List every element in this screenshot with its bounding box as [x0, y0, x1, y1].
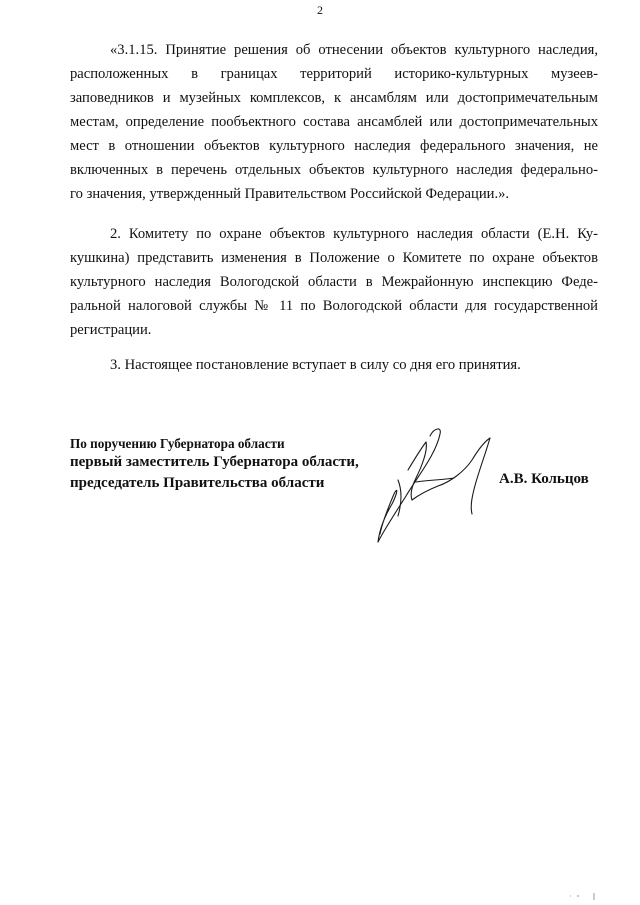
text-line: «3.1.15. Принятие решения об отнесении объектов культурного наследия, [110, 42, 598, 58]
text-line: местам, определение пообъектного состава ансамблей или достопримечательных [70, 114, 598, 130]
scan-artifact-icon [568, 891, 598, 901]
signatory-title-block [70, 435, 359, 494]
handwritten-signature-icon [368, 420, 508, 548]
text-line: расположенных в границах территорий историко-культурных музеев- [70, 66, 598, 82]
paragraph-3 [70, 353, 598, 377]
text-line: го значения, утвержденный Правительством Российской Федерации.». [70, 186, 510, 202]
paragraph-3-1-15 [70, 38, 598, 206]
signatory-authority: По поручению Губернатора области [70, 436, 285, 451]
page-number: 2 [317, 3, 323, 17]
paragraph-2 [70, 222, 598, 342]
text-line: заповедников и музейных комплексов, к ансамблям или достопримечательным [70, 90, 598, 106]
signatory-position-2: председатель Правительства области [70, 475, 325, 491]
text-line: культурного наследия Вологодской области в Межрайонную инспекцию Феде- [70, 274, 598, 290]
signatory-position: первый заместитель Губернатора области, [70, 454, 359, 470]
text-line: ральной налоговой службы № 11 по Вологодской области для государственной [70, 298, 598, 314]
text-line: 2. Комитету по охране объектов культурного наследия области (Е.Н. Ку- [110, 226, 598, 242]
text-line: мест в отношении объектов культурного наследия федерального значения, не [70, 138, 598, 154]
text-line: включенных в перечень отдельных объектов культурного наследия федерально- [70, 162, 598, 178]
text-line: кушкина) представить изменения в Положение о Комитете по охране объектов [70, 250, 598, 266]
text-line: 3. Настоящее постановление вступает в силу со дня его принятия. [110, 357, 521, 373]
signatory-name: А.В. Кольцов [499, 471, 589, 487]
text-line: регистрации. [70, 322, 152, 338]
